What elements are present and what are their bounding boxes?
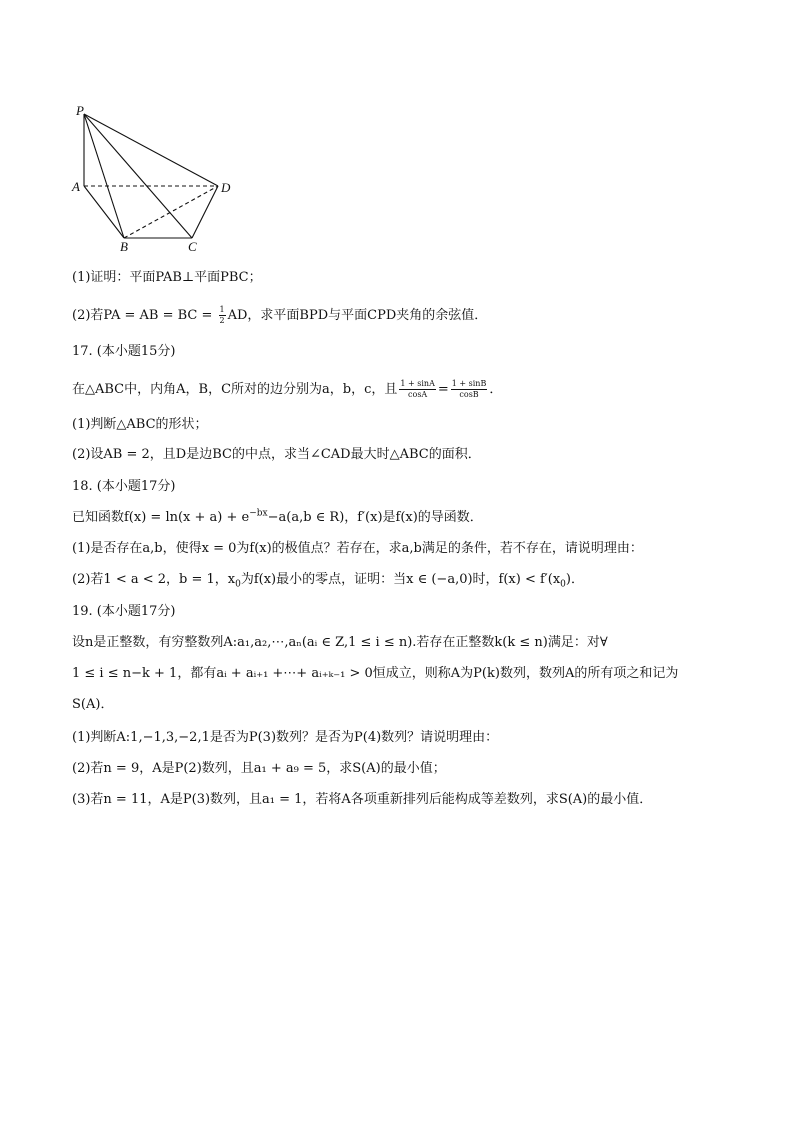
q16-part1: (1)证明：平面PAB⊥平面PBC； (72, 270, 262, 285)
fraction-sinB-cosB (451, 379, 488, 400)
q19-stem-line3: S(A)． (72, 697, 114, 712)
vertex-label-B: B (120, 239, 128, 254)
q17-header: 17. (本小题15分) (72, 344, 176, 359)
fraction-sinA-cosA (399, 379, 435, 400)
vertex-label-A: A (72, 179, 80, 194)
q16-part2-post: AD，求平面BPD与平面CPD夹角的余弦值． (227, 308, 488, 323)
edge-AB (84, 186, 124, 238)
q17-stem (72, 379, 732, 400)
q16-part2 (72, 305, 732, 326)
edge-PC (84, 114, 192, 238)
subscript: 0 (235, 579, 241, 590)
q17-stem-end: ． (489, 382, 503, 397)
q18-stem-post: −a(a,b ∈ R)，f′(x)是f(x)的导函数． (267, 510, 483, 525)
fraction-numerator: 1 + sinB (451, 379, 487, 388)
q18-stem-pre: 已知函数f(x) = ln(x + a) + e (72, 510, 250, 525)
q19-part1: (1)判断A:1,−1,3,−2,1是否为P(3)数列？是否为P(4)数列？请说明理由： (72, 730, 499, 745)
q19-stem-line1: 设n是正整数，有穷整数列A:a₁,a₂,⋯,aₙ(aᵢ ∈ Z,1 ≤ i ≤ n).若存在正整数k(k ≤ n)满足：对∀ (72, 635, 608, 650)
q19-part2: (2)若n = 9，A是P(2)数列，且a₁ + a₉ = 5，求S(A)的最小值； (72, 761, 446, 776)
q18-header: 18. (本小题17分) (72, 479, 176, 494)
q19-stem-line2: 1 ≤ i ≤ n−k + 1，都有aᵢ + aᵢ₊₁ +⋯+ aᵢ₊ₖ₋₁ > 0恒成立，则称A为P(k)数列，数列A的所有项之和记为 (72, 666, 679, 681)
fraction-denominator: 2 (219, 316, 225, 325)
fraction-numerator: 1 + sinA (400, 379, 435, 388)
edge-BD-hidden (124, 186, 218, 238)
q18-part2-mid: 为f(x)最小的零点，证明：当x ∈ (−a,0)时，f(x) < f′(x (240, 572, 561, 587)
q18-stem (72, 509, 732, 527)
vertex-label-P: P (76, 103, 84, 118)
subscript: 0 (560, 579, 566, 590)
vertex-label-D: D (221, 180, 231, 195)
fraction-numerator: 1 (219, 305, 225, 314)
fraction-one-half (219, 305, 226, 326)
fraction-denominator: cosA (408, 390, 428, 399)
q18-part1: (1)是否存在a,b，使得x = 0为f(x)的极值点？若存在，求a,b满足的条件，若不存在，请说明理由： (72, 541, 643, 556)
q18-part2-pre: (2)若1 < a < 2，b = 1，x (72, 572, 236, 587)
q17-stem-pre: 在△ABC中，内角A，B，C所对的边分别为a，b，c，且 (72, 382, 398, 397)
equals-sign: = (437, 382, 449, 397)
exponent: −bx (249, 508, 268, 519)
q18-part2-end: )． (565, 572, 584, 587)
q19-header: 19. (本小题17分) (72, 604, 176, 619)
vertex-label-C: C (188, 239, 197, 254)
q16-part2-pre: (2)若PA = AB = BC = (72, 308, 217, 323)
q18-part2 (72, 571, 732, 589)
q19-part3: (3)若n = 11，A是P(3)数列，且a₁ = 1，若将A各项重新排列后能构成等差数列，求S(A)的最小值． (72, 792, 653, 807)
fraction-denominator: cosB (459, 390, 479, 399)
pyramid-figure (60, 98, 250, 256)
q17-part1: (1)判断△ABC的形状； (72, 417, 208, 432)
q17-part2: (2)设AB = 2，且D是边BC的中点，求当∠CAD最大时△ABC的面积． (72, 447, 481, 462)
